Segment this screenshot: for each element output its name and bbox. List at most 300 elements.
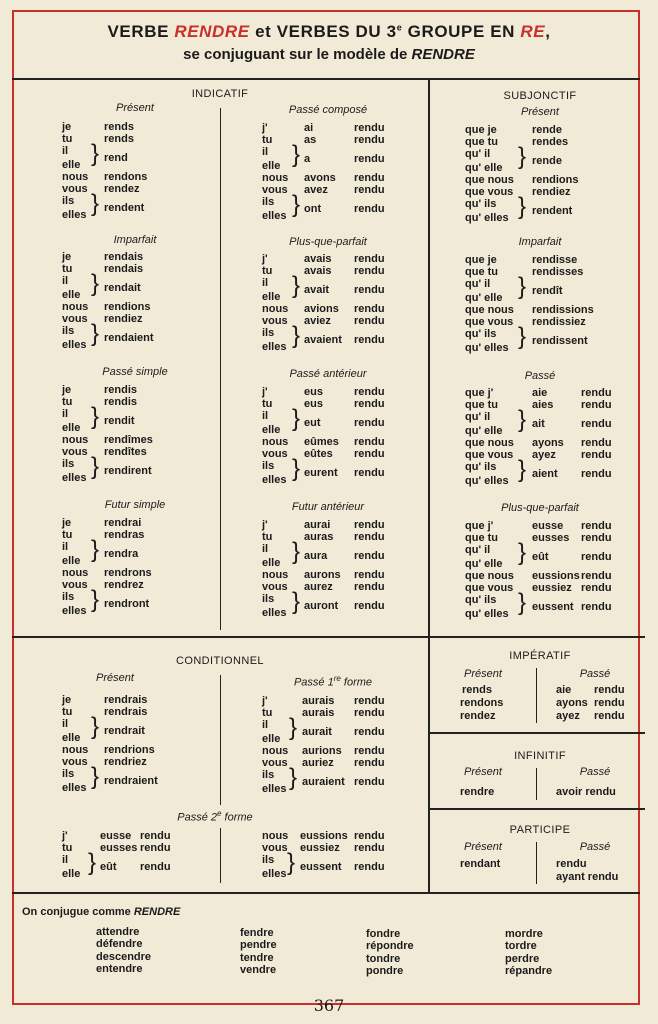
ind-futur-anterieur-pronoun: j' xyxy=(262,519,268,531)
ind-passe-compose-brace-il: } xyxy=(292,141,301,168)
ind-present-pronoun: elle xyxy=(62,159,81,171)
ind-imparfait-pronoun: il xyxy=(62,275,69,287)
ind-present-form: rendent xyxy=(104,202,145,214)
subj-pqp-participle: rendu xyxy=(581,570,612,582)
cond-present-pronoun: tu xyxy=(62,706,73,718)
cond-passe2-form: eût xyxy=(100,861,117,873)
ind-passe-simple-form: rendîtes xyxy=(104,446,147,458)
ind-pqp-participle: rendu xyxy=(354,315,385,327)
cond-passe1-pronoun: il xyxy=(262,719,269,731)
cond-passe1-participle: rendu xyxy=(354,707,385,719)
ind-passe-simple-pronoun: il xyxy=(62,408,69,420)
footer-verb: répondre xyxy=(366,940,414,953)
conditionnel-divider xyxy=(220,675,221,805)
ind-passe-anterieur-participle: rendu xyxy=(354,436,385,448)
footer-verb: pendre xyxy=(240,939,277,952)
subj-passe-form: ait xyxy=(532,418,545,430)
subj-present-pronoun: que je xyxy=(465,124,497,136)
ind-present-form: rendez xyxy=(104,183,140,195)
ind-imparfait-form: rendais xyxy=(104,263,144,275)
ind-imparfait-form: rendaient xyxy=(104,332,154,344)
footer-verb: perdre xyxy=(505,952,540,965)
ind-pqp-participle: rendu xyxy=(354,303,385,315)
subj-present-pronoun: que tu xyxy=(465,136,498,148)
ind-futur-pronoun: il xyxy=(62,541,69,553)
ind-passe-anterieur-pronoun: vous xyxy=(262,448,288,460)
ind-pqp-participle: rendu xyxy=(354,334,385,346)
subj-passe-pronoun: que nous xyxy=(465,437,514,449)
participe-passe-2: ayant rendu xyxy=(556,871,619,883)
footer-verb: fondre xyxy=(366,928,401,940)
subj-pqp-form: eussions xyxy=(532,570,580,582)
infinitif-bottom-rule xyxy=(430,808,645,810)
ind-passe-compose-participle: rendu xyxy=(354,203,385,215)
cond-passe1-pronoun: tu xyxy=(262,707,273,719)
subj-passe-title: Passé xyxy=(524,370,556,382)
subj-pqp-form: eusses xyxy=(532,532,570,544)
cond-passe2-pronoun: vous xyxy=(262,842,288,854)
ind-passe-anterieur-form: eut xyxy=(304,417,321,429)
subj-pqp-pronoun: qu' ils xyxy=(465,594,497,606)
ind-pqp-pronoun: vous xyxy=(262,315,288,327)
cond-present-form: rendrait xyxy=(104,725,145,737)
ind-pqp-form: aviez xyxy=(304,315,331,327)
cond-present-pronoun: nous xyxy=(62,744,89,756)
ind-present-brace-il: } xyxy=(91,140,100,167)
imperatif-passe-aux-3: ayez xyxy=(556,710,580,722)
subj-pqp-pronoun: que tu xyxy=(465,532,498,544)
subj-passe-brace-il: } xyxy=(518,406,527,433)
ind-futur-pronoun: vous xyxy=(62,579,88,591)
imperatif-passe-aux-1: aie xyxy=(556,684,572,696)
ind-passe-simple-form: rendirent xyxy=(104,465,152,477)
ind-futur-brace-il: } xyxy=(91,536,100,563)
footer-verb: pondre xyxy=(366,964,404,977)
subj-passe-form: aies xyxy=(532,399,554,411)
cond-passe1-form: aurait xyxy=(302,726,332,738)
ind-passe-anterieur-brace-ils: } xyxy=(292,455,301,482)
subj-present-form: rendent xyxy=(532,205,573,217)
ind-present-pronoun: il xyxy=(62,145,69,157)
subj-passe-pronoun: que vous xyxy=(465,449,514,461)
main-vertical-rule xyxy=(428,80,430,892)
cond-passe1-form: aurais xyxy=(302,707,335,719)
ind-passe-compose-pronoun: nous xyxy=(262,172,289,184)
ind-passe-simple-brace-il: } xyxy=(91,403,100,430)
ind-passe-simple-form: rendis xyxy=(104,384,138,396)
subj-pqp-pronoun: qu' elles xyxy=(465,608,509,620)
ind-passe-anterieur-title: Passé antérieur xyxy=(289,368,367,380)
subj-pqp-form: eusse xyxy=(532,520,564,532)
ind-passe-compose-brace-ils: } xyxy=(292,191,301,218)
cond2-divider xyxy=(220,828,221,883)
ind-pqp-form: avions xyxy=(304,303,339,315)
ind-pqp-pronoun: elle xyxy=(262,291,281,303)
subj-pqp-form: eussiez xyxy=(532,582,572,594)
ind-pqp-pronoun: ils xyxy=(262,327,275,339)
imperatif-divider xyxy=(536,668,537,723)
subj-passe-participle: rendu xyxy=(581,399,612,411)
cond-present-pronoun: elle xyxy=(62,732,81,744)
ind-passe-compose-form: ai xyxy=(304,122,314,134)
subj-passe-form: ayons xyxy=(532,437,564,449)
subj-passe-form: aie xyxy=(532,387,548,399)
cond-passe1-form: aurais xyxy=(302,695,335,707)
ind-passe-simple-pronoun: vous xyxy=(62,446,88,458)
ind-passe-anterieur-pronoun: ils xyxy=(262,460,275,472)
ind-passe-anterieur-pronoun: elle xyxy=(262,424,281,436)
ind-imparfait-form: rendais xyxy=(104,251,144,263)
ind-futur-brace-ils: } xyxy=(91,586,100,613)
ind-futur-anterieur-participle: rendu xyxy=(354,569,385,581)
footer-verb: tendre xyxy=(240,951,274,964)
ind-imparfait-title: Imparfait xyxy=(113,234,157,246)
ind-passe-anterieur-participle: rendu xyxy=(354,398,385,410)
ind-futur-form: rendront xyxy=(104,598,150,610)
subj-present-brace-il: } xyxy=(518,143,527,170)
ind-passe-anterieur-participle: rendu xyxy=(354,417,385,429)
ind-passe-compose-form: avez xyxy=(304,184,328,196)
ind-passe-anterieur-pronoun: j' xyxy=(262,386,268,398)
footer-verb: mordre xyxy=(505,928,543,940)
ind-passe-compose-pronoun: il xyxy=(262,146,269,158)
ind-passe-compose-pronoun: vous xyxy=(262,184,288,196)
indicatif-label: INDICATIF xyxy=(191,88,249,100)
ind-imparfait-pronoun: ils xyxy=(62,325,75,337)
infinitif-present-title: Présent xyxy=(464,766,502,778)
subjonctif-label: SUBJONCTIF xyxy=(503,90,577,102)
subj-imparfait-brace-ils: } xyxy=(518,323,527,350)
ind-futur-pronoun: je xyxy=(62,517,72,529)
participe-present: rendant xyxy=(460,858,501,870)
ind-passe-anterieur-form: eus xyxy=(304,398,323,410)
cond-passe1-form: auriez xyxy=(302,757,334,769)
ind-futur-anterieur-participle: rendu xyxy=(354,550,385,562)
subj-pqp-participle: rendu xyxy=(581,551,612,563)
cond-present-pronoun: elles xyxy=(62,782,87,794)
subj-imparfait-form: rendisses xyxy=(532,266,584,278)
footer-verb: descendre xyxy=(96,950,152,963)
ind-pqp-pronoun: nous xyxy=(262,303,289,315)
ind-futur-pronoun: elle xyxy=(62,555,81,567)
ind-passe-compose-participle: rendu xyxy=(354,184,385,196)
cond-passe2-participle: rendu xyxy=(354,861,385,873)
subj-passe-pronoun: qu' elles xyxy=(465,475,509,487)
ind-passe-simple-brace-ils: } xyxy=(91,453,100,480)
cond-passe2-pronoun: nous xyxy=(262,830,289,842)
subj-pqp-form: eussent xyxy=(532,601,574,613)
top-rule xyxy=(12,78,640,80)
cond-passe2-pronoun: il xyxy=(62,854,69,866)
ind-futur-pronoun: ils xyxy=(62,591,75,603)
ind-futur-anterieur-form: auront xyxy=(304,600,339,612)
subj-present-form: rende xyxy=(532,124,562,136)
subj-present-form: rendions xyxy=(532,174,579,186)
subj-present-pronoun: qu' ils xyxy=(465,198,497,210)
cond-passe1-form: aurions xyxy=(302,745,342,757)
ind-passe-compose-form: a xyxy=(304,153,311,165)
cond-passe2-participle: rendu xyxy=(140,842,171,854)
cond-present-form: rendraient xyxy=(104,775,158,787)
infinitif-label: INFINITIF xyxy=(514,750,566,762)
subj-passe-participle: rendu xyxy=(581,468,612,480)
ind-passe-simple-form: rendîmes xyxy=(104,434,153,446)
ind-imparfait-form: rendions xyxy=(104,301,151,313)
subj-passe-participle: rendu xyxy=(581,449,612,461)
ind-passe-simple-form: rendis xyxy=(104,396,138,408)
subj-imparfait-pronoun: que vous xyxy=(465,316,514,328)
footer-verb: tondre xyxy=(366,952,401,965)
ind-futur-form: rendrez xyxy=(104,579,144,591)
subj-imparfait-brace-il: } xyxy=(518,273,527,300)
ind-futur-form: rendras xyxy=(104,529,145,541)
subj-pqp-title: Plus-que-parfait xyxy=(501,502,579,514)
ind-pqp-form: avaient xyxy=(304,334,342,346)
ind-futur-anterieur-pronoun: elles xyxy=(262,607,287,619)
subj-imparfait-pronoun: qu' elles xyxy=(465,342,509,354)
subj-pqp-pronoun: que vous xyxy=(465,582,514,594)
cond-passe1-pronoun: j' xyxy=(262,695,268,707)
cond-passe1-pronoun: elle xyxy=(262,733,281,745)
footer-verb: défendre xyxy=(96,938,143,951)
cond-passe1-pronoun: elles xyxy=(262,783,287,795)
ind-imparfait-pronoun: vous xyxy=(62,313,88,325)
ind-passe-compose-participle: rendu xyxy=(354,172,385,184)
ind-passe-simple-pronoun: tu xyxy=(62,396,73,408)
ind-imparfait-form: rendait xyxy=(104,282,141,294)
subj-present-title: Présent xyxy=(521,106,559,118)
footer-verb: attendre xyxy=(96,926,140,938)
infinitif-present: rendre xyxy=(460,786,495,798)
subj-imparfait-form: rendisse xyxy=(532,254,578,266)
cond-passe1-title: Passé 1re forme xyxy=(293,674,373,689)
cond-passe2-form: eussent xyxy=(300,861,342,873)
subj-passe-brace-ils: } xyxy=(518,456,527,483)
cond-passe2-pronoun: ils xyxy=(262,854,275,866)
ind-passe-compose-pronoun: elles xyxy=(262,210,287,222)
subj-present-form: rende xyxy=(532,155,562,167)
footer-note: On conjugue comme RENDRE xyxy=(22,906,181,918)
ind-passe-simple-pronoun: nous xyxy=(62,434,89,446)
ind-present-form: rends xyxy=(104,133,134,145)
subj-passe-participle: rendu xyxy=(581,387,612,399)
cond-passe1-brace-il: } xyxy=(289,714,298,741)
participe-label: PARTICIPE xyxy=(509,824,571,836)
cond-passe2-brace-ils: } xyxy=(287,849,296,876)
cond-present-pronoun: je xyxy=(62,694,72,706)
ind-futur-pronoun: tu xyxy=(62,529,73,541)
ind-imparfait-pronoun: je xyxy=(62,251,72,263)
ind-imparfait-brace-ils: } xyxy=(91,320,100,347)
ind-imparfait-pronoun: elles xyxy=(62,339,87,351)
subj-pqp-participle: rendu xyxy=(581,601,612,613)
ind-passe-simple-form: rendit xyxy=(104,415,135,427)
imperatif-present-3: rendez xyxy=(460,710,496,722)
ind-futur-form: rendrai xyxy=(104,517,142,529)
ind-passe-compose-pronoun: ils xyxy=(262,196,275,208)
ind-present-title: Présent xyxy=(116,102,154,114)
ind-pqp-participle: rendu xyxy=(354,284,385,296)
participe-divider xyxy=(536,842,537,884)
ind-futur-anterieur-pronoun: ils xyxy=(262,593,275,605)
subj-pqp-participle: rendu xyxy=(581,520,612,532)
imperatif-passe-title: Passé xyxy=(579,668,611,680)
cond-present-form: rendrais xyxy=(104,694,148,706)
ind-pqp-participle: rendu xyxy=(354,265,385,277)
subjonctif-bottom-rule xyxy=(430,636,645,638)
ind-imparfait-pronoun: tu xyxy=(62,263,73,275)
ind-present-brace-ils: } xyxy=(91,190,100,217)
cond-passe2-form: eusse xyxy=(100,830,132,842)
participe-present-title: Présent xyxy=(464,841,502,853)
subj-passe-form: aient xyxy=(532,468,558,480)
cond-present-form: rendrions xyxy=(104,744,155,756)
ind-passe-compose-form: ont xyxy=(304,203,322,215)
subj-imparfait-title: Imparfait xyxy=(518,236,562,248)
cond-present-form: rendriez xyxy=(104,756,147,768)
ind-futur-form: rendrons xyxy=(104,567,152,579)
cond-present-brace-ils: } xyxy=(91,763,100,790)
subj-imparfait-form: rendissiez xyxy=(532,316,586,328)
footer-verb: fendre xyxy=(240,927,274,939)
subj-present-pronoun: qu' il xyxy=(465,148,491,160)
subj-passe-pronoun: qu' il xyxy=(465,411,491,423)
ind-pqp-pronoun: il xyxy=(262,277,269,289)
ind-present-form: rendons xyxy=(104,171,148,183)
subj-present-form: rendes xyxy=(532,136,569,148)
cond-passe1-participle: rendu xyxy=(354,757,385,769)
cond-passe1-pronoun: ils xyxy=(262,769,275,781)
ind-futur-anterieur-participle: rendu xyxy=(354,581,385,593)
subj-pqp-participle: rendu xyxy=(581,582,612,594)
ind-futur-anterieur-brace-il: } xyxy=(292,538,301,565)
page-subtitle: se conjuguant sur le modèle de RENDRE xyxy=(183,46,475,63)
footer-verb: vendre xyxy=(240,963,277,976)
ind-pqp-form: avait xyxy=(304,284,330,296)
infinitif-passe-title: Passé xyxy=(579,766,611,778)
ind-passe-anterieur-participle: rendu xyxy=(354,448,385,460)
subj-imparfait-form: rendissions xyxy=(532,304,594,316)
cond-passe2-brace-il: } xyxy=(88,849,97,876)
imperatif-present-1: rends xyxy=(462,684,492,696)
infinitif-passe: avoir rendu xyxy=(556,786,616,798)
cond-passe1-participle: rendu xyxy=(354,695,385,707)
cond-passe2-title: Passé 2e forme xyxy=(177,809,253,824)
ind-present-form: rend xyxy=(104,152,128,164)
ind-futur-anterieur-pronoun: elle xyxy=(262,557,281,569)
ind-passe-simple-pronoun: ils xyxy=(62,458,75,470)
subj-imparfait-pronoun: qu' elle xyxy=(465,292,503,304)
ind-passe-anterieur-form: eus xyxy=(304,386,323,398)
subj-present-brace-ils: } xyxy=(518,193,527,220)
ind-present-pronoun: ils xyxy=(62,195,75,207)
subj-passe-pronoun: que tu xyxy=(465,399,498,411)
ind-futur-anterieur-pronoun: nous xyxy=(262,569,289,581)
ind-pqp-pronoun: j' xyxy=(262,253,268,265)
subj-imparfait-pronoun: qu' il xyxy=(465,278,491,290)
ind-pqp-pronoun: elles xyxy=(262,341,287,353)
ind-futur-pronoun: elles xyxy=(62,605,87,617)
subj-pqp-participle: rendu xyxy=(581,532,612,544)
cond-passe1-participle: rendu xyxy=(354,776,385,788)
cond-passe2-pronoun: j' xyxy=(62,830,68,842)
subj-pqp-pronoun: qu' il xyxy=(465,544,491,556)
ind-present-pronoun: nous xyxy=(62,171,89,183)
imperatif-bottom-rule xyxy=(430,732,645,734)
subj-pqp-brace-ils: } xyxy=(518,589,527,616)
ind-futur-anterieur-participle: rendu xyxy=(354,531,385,543)
cond-present-pronoun: vous xyxy=(62,756,88,768)
cond-passe2-pronoun: elles xyxy=(262,868,287,880)
ind-present-pronoun: vous xyxy=(62,183,88,195)
ind-passe-anterieur-pronoun: nous xyxy=(262,436,289,448)
subj-passe-pronoun: qu' elle xyxy=(465,425,503,437)
subj-imparfait-form: rendît xyxy=(532,285,563,297)
cond-passe2-form: eussiez xyxy=(300,842,340,854)
ind-passe-simple-title: Passé simple xyxy=(102,366,168,378)
ind-passe-compose-title: Passé composé xyxy=(288,104,368,116)
ind-passe-compose-participle: rendu xyxy=(354,153,385,165)
cond-present-title: Présent xyxy=(96,672,134,684)
subj-imparfait-pronoun: que tu xyxy=(465,266,498,278)
ind-passe-anterieur-participle: rendu xyxy=(354,467,385,479)
ind-passe-anterieur-pronoun: elles xyxy=(262,474,287,486)
footer-col-3 xyxy=(366,928,414,977)
ind-passe-compose-form: avons xyxy=(304,172,336,184)
subj-present-pronoun: que vous xyxy=(465,186,514,198)
ind-present-pronoun: je xyxy=(62,121,72,133)
subj-imparfait-pronoun: qu' ils xyxy=(465,328,497,340)
ind-futur-anterieur-participle: rendu xyxy=(354,519,385,531)
imperatif-passe-pp-3: rendu xyxy=(594,710,625,722)
page-title: VERBE RENDRE et VERBES DU 3e GROUPE EN RE, xyxy=(107,22,551,41)
ind-passe-simple-pronoun: je xyxy=(62,384,72,396)
cond-passe2-participle: rendu xyxy=(354,830,385,842)
subj-passe-pronoun: que j' xyxy=(465,387,494,399)
ind-passe-simple-pronoun: elles xyxy=(62,472,87,484)
ind-futur-anterieur-participle: rendu xyxy=(354,600,385,612)
cond-passe1-form: auraient xyxy=(302,776,345,788)
indicatif-divider xyxy=(220,108,221,630)
subj-present-form: rendiez xyxy=(532,186,571,198)
cond-passe1-participle: rendu xyxy=(354,726,385,738)
footer-col-4 xyxy=(505,928,552,977)
ind-futur-form: rendra xyxy=(104,548,139,560)
cond-passe1-pronoun: nous xyxy=(262,745,289,757)
participe-passe-title: Passé xyxy=(579,841,611,853)
ind-futur-anterieur-form: auras xyxy=(304,531,334,543)
ind-passe-anterieur-participle: rendu xyxy=(354,386,385,398)
subj-pqp-pronoun: que j' xyxy=(465,520,494,532)
ind-pqp-brace-ils: } xyxy=(292,322,301,349)
ind-passe-anterieur-brace-il: } xyxy=(292,405,301,432)
cond-passe2-pronoun: elle xyxy=(62,868,81,880)
ind-present-pronoun: tu xyxy=(62,133,73,145)
imperatif-present-2: rendons xyxy=(460,697,504,709)
cond-passe2-pronoun: tu xyxy=(62,842,73,854)
cond-passe2-participle: rendu xyxy=(354,842,385,854)
ind-passe-compose-pronoun: tu xyxy=(262,134,273,146)
subj-pqp-pronoun: que nous xyxy=(465,570,514,582)
ind-futur-anterieur-form: aurez xyxy=(304,581,333,593)
subj-imparfait-form: rendissent xyxy=(532,335,588,347)
ind-futur-anterieur-brace-ils: } xyxy=(292,588,301,615)
cond-present-pronoun: il xyxy=(62,718,69,730)
ind-pqp-participle: rendu xyxy=(354,253,385,265)
subj-passe-pronoun: qu' ils xyxy=(465,461,497,473)
ind-imparfait-pronoun: elle xyxy=(62,289,81,301)
cond-passe1-participle: rendu xyxy=(354,745,385,757)
